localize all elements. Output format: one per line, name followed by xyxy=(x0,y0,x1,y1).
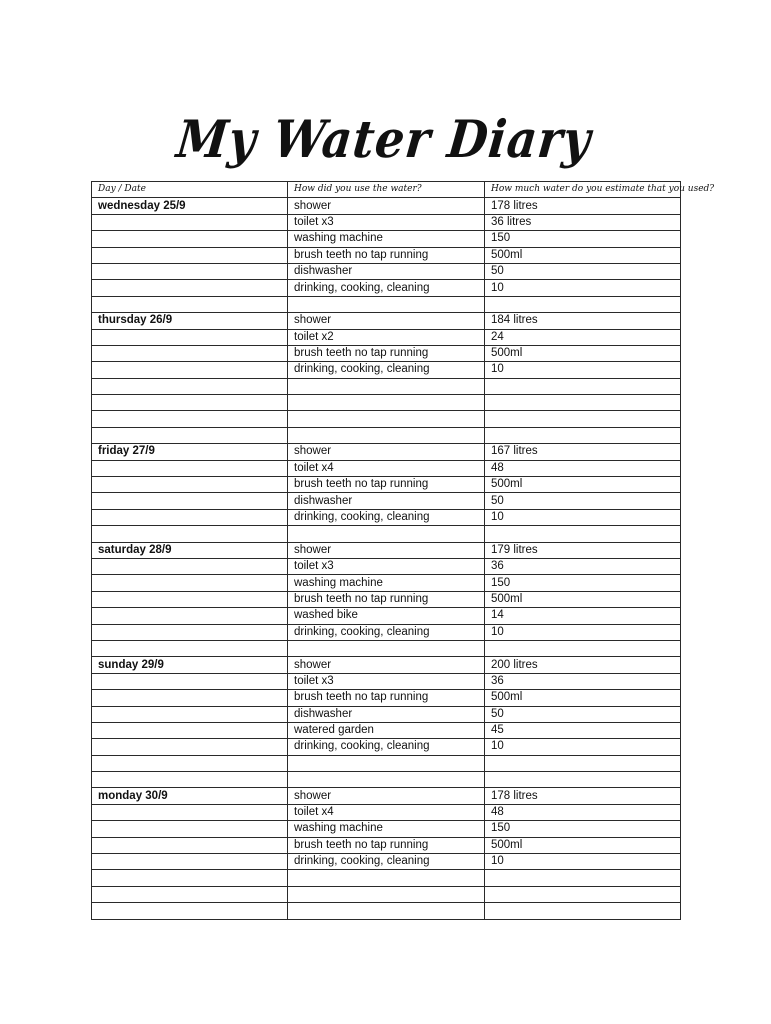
cell-amount: 184 litres xyxy=(485,313,681,329)
cell-amount: 500ml xyxy=(485,345,681,361)
cell-amount xyxy=(485,870,681,886)
cell-usage: toilet x3 xyxy=(288,558,485,574)
cell-day-date xyxy=(92,296,288,312)
header-amount: How much water do you estimate that you used? xyxy=(485,182,681,198)
table-row xyxy=(92,608,681,624)
page-title: My Water Diary xyxy=(173,108,595,170)
table-row xyxy=(92,280,681,296)
table-row xyxy=(92,837,681,853)
table-row xyxy=(92,526,681,542)
cell-amount: 50 xyxy=(485,706,681,722)
cell-day-date xyxy=(92,608,288,624)
cell-day-date xyxy=(92,591,288,607)
cell-day-date xyxy=(92,854,288,870)
cell-usage: brush teeth no tap running xyxy=(288,837,485,853)
cell-usage xyxy=(288,640,485,656)
cell-day-date xyxy=(92,509,288,525)
table-row xyxy=(92,313,681,329)
table-row xyxy=(92,722,681,738)
header-usage: How did you use the water? xyxy=(288,182,485,198)
cell-amount: 150 xyxy=(485,231,681,247)
table-row xyxy=(92,214,681,230)
cell-day-date: monday 30/9 xyxy=(92,788,288,804)
cell-amount: 500ml xyxy=(485,837,681,853)
cell-amount: 36 xyxy=(485,673,681,689)
cell-day-date xyxy=(92,280,288,296)
cell-usage xyxy=(288,427,485,443)
table-row xyxy=(92,362,681,378)
cell-amount: 500ml xyxy=(485,591,681,607)
cell-usage: washing machine xyxy=(288,575,485,591)
cell-day-date xyxy=(92,345,288,361)
cell-amount: 150 xyxy=(485,821,681,837)
cell-amount: 179 litres xyxy=(485,542,681,558)
table-row xyxy=(92,690,681,706)
cell-amount xyxy=(485,755,681,771)
cell-day-date xyxy=(92,477,288,493)
table-row xyxy=(92,477,681,493)
cell-day-date xyxy=(92,395,288,411)
cell-usage: drinking, cooking, cleaning xyxy=(288,280,485,296)
cell-day-date xyxy=(92,673,288,689)
table-row xyxy=(92,378,681,394)
cell-usage: toilet x4 xyxy=(288,804,485,820)
table-row xyxy=(92,657,681,673)
cell-usage: washing machine xyxy=(288,231,485,247)
cell-day-date xyxy=(92,690,288,706)
cell-amount: 10 xyxy=(485,362,681,378)
cell-day-date: thursday 26/9 xyxy=(92,313,288,329)
cell-usage xyxy=(288,378,485,394)
table-row xyxy=(92,903,681,919)
cell-usage: shower xyxy=(288,657,485,673)
cell-day-date xyxy=(92,558,288,574)
table-row xyxy=(92,395,681,411)
cell-day-date xyxy=(92,214,288,230)
table-row xyxy=(92,821,681,837)
cell-day-date xyxy=(92,231,288,247)
cell-usage xyxy=(288,903,485,919)
cell-amount xyxy=(485,378,681,394)
table-row xyxy=(92,755,681,771)
cell-day-date xyxy=(92,903,288,919)
cell-day-date xyxy=(92,247,288,263)
cell-amount: 48 xyxy=(485,804,681,820)
table-row xyxy=(92,788,681,804)
cell-amount: 10 xyxy=(485,509,681,525)
cell-usage: dishwasher xyxy=(288,493,485,509)
cell-day-date xyxy=(92,575,288,591)
cell-amount: 500ml xyxy=(485,247,681,263)
cell-usage: toilet x2 xyxy=(288,329,485,345)
table-row xyxy=(92,460,681,476)
cell-usage: toilet x4 xyxy=(288,460,485,476)
cell-usage: toilet x3 xyxy=(288,673,485,689)
cell-usage: shower xyxy=(288,313,485,329)
cell-day-date xyxy=(92,804,288,820)
cell-usage xyxy=(288,395,485,411)
table-row xyxy=(92,231,681,247)
cell-amount xyxy=(485,395,681,411)
cell-usage xyxy=(288,772,485,788)
table-row xyxy=(92,673,681,689)
cell-usage: dishwasher xyxy=(288,706,485,722)
cell-usage: brush teeth no tap running xyxy=(288,247,485,263)
cell-day-date xyxy=(92,821,288,837)
table-row xyxy=(92,542,681,558)
table-row xyxy=(92,427,681,443)
cell-usage: shower xyxy=(288,542,485,558)
cell-day-date xyxy=(92,493,288,509)
table-row xyxy=(92,706,681,722)
cell-usage: brush teeth no tap running xyxy=(288,591,485,607)
cell-usage xyxy=(288,296,485,312)
cell-day-date xyxy=(92,362,288,378)
cell-day-date xyxy=(92,329,288,345)
cell-amount: 50 xyxy=(485,263,681,279)
table-row xyxy=(92,739,681,755)
cell-usage: drinking, cooking, cleaning xyxy=(288,739,485,755)
table-row xyxy=(92,296,681,312)
cell-amount xyxy=(485,411,681,427)
cell-day-date: friday 27/9 xyxy=(92,444,288,460)
cell-day-date xyxy=(92,870,288,886)
cell-usage: shower xyxy=(288,444,485,460)
table-row xyxy=(92,772,681,788)
cell-amount: 10 xyxy=(485,624,681,640)
table-row xyxy=(92,198,681,214)
cell-amount: 45 xyxy=(485,722,681,738)
cell-usage xyxy=(288,886,485,902)
table-row xyxy=(92,591,681,607)
cell-day-date: sunday 29/9 xyxy=(92,657,288,673)
cell-amount xyxy=(485,526,681,542)
cell-day-date xyxy=(92,640,288,656)
cell-day-date xyxy=(92,739,288,755)
table-row xyxy=(92,575,681,591)
table-row xyxy=(92,329,681,345)
cell-usage: brush teeth no tap running xyxy=(288,345,485,361)
cell-day-date xyxy=(92,427,288,443)
cell-amount: 178 litres xyxy=(485,788,681,804)
cell-day-date xyxy=(92,526,288,542)
table-body xyxy=(92,198,681,919)
cell-usage: shower xyxy=(288,198,485,214)
cell-amount xyxy=(485,903,681,919)
cell-usage xyxy=(288,526,485,542)
table-row xyxy=(92,558,681,574)
table-header-row xyxy=(92,182,681,198)
cell-usage: shower xyxy=(288,788,485,804)
cell-amount: 48 xyxy=(485,460,681,476)
cell-amount xyxy=(485,772,681,788)
cell-amount: 36 xyxy=(485,558,681,574)
cell-amount: 500ml xyxy=(485,690,681,706)
cell-day-date xyxy=(92,837,288,853)
cell-day-date xyxy=(92,411,288,427)
table-row xyxy=(92,624,681,640)
cell-amount: 200 litres xyxy=(485,657,681,673)
table-row xyxy=(92,886,681,902)
table-row xyxy=(92,870,681,886)
cell-amount xyxy=(485,886,681,902)
cell-usage: washed bike xyxy=(288,608,485,624)
cell-day-date xyxy=(92,706,288,722)
header-day-date: Day / Date xyxy=(92,182,288,198)
cell-day-date xyxy=(92,755,288,771)
table-row xyxy=(92,854,681,870)
cell-amount: 50 xyxy=(485,493,681,509)
cell-amount: 24 xyxy=(485,329,681,345)
table-row xyxy=(92,444,681,460)
table-row xyxy=(92,804,681,820)
cell-day-date xyxy=(92,378,288,394)
cell-usage: washing machine xyxy=(288,821,485,837)
cell-amount xyxy=(485,427,681,443)
cell-usage: watered garden xyxy=(288,722,485,738)
cell-day-date xyxy=(92,263,288,279)
cell-day-date xyxy=(92,722,288,738)
cell-usage: drinking, cooking, cleaning xyxy=(288,509,485,525)
cell-amount: 10 xyxy=(485,280,681,296)
table-row xyxy=(92,493,681,509)
cell-amount: 500ml xyxy=(485,477,681,493)
cell-amount xyxy=(485,296,681,312)
table-row xyxy=(92,345,681,361)
cell-day-date xyxy=(92,772,288,788)
cell-usage xyxy=(288,755,485,771)
cell-amount: 150 xyxy=(485,575,681,591)
cell-day-date: wednesday 25/9 xyxy=(92,198,288,214)
cell-usage: toilet x3 xyxy=(288,214,485,230)
cell-usage: drinking, cooking, cleaning xyxy=(288,624,485,640)
cell-usage: drinking, cooking, cleaning xyxy=(288,362,485,378)
cell-amount: 10 xyxy=(485,854,681,870)
table-row xyxy=(92,411,681,427)
cell-day-date xyxy=(92,460,288,476)
cell-day-date xyxy=(92,886,288,902)
cell-amount xyxy=(485,640,681,656)
cell-amount: 14 xyxy=(485,608,681,624)
cell-usage xyxy=(288,411,485,427)
cell-usage: drinking, cooking, cleaning xyxy=(288,854,485,870)
cell-day-date xyxy=(92,624,288,640)
table-row xyxy=(92,640,681,656)
table-row xyxy=(92,247,681,263)
water-diary-table xyxy=(91,181,715,920)
cell-amount: 167 litres xyxy=(485,444,681,460)
cell-usage: brush teeth no tap running xyxy=(288,690,485,706)
table-row xyxy=(92,509,681,525)
cell-usage: dishwasher xyxy=(288,263,485,279)
cell-usage: brush teeth no tap running xyxy=(288,477,485,493)
cell-day-date: saturday 28/9 xyxy=(92,542,288,558)
cell-amount: 178 litres xyxy=(485,198,681,214)
cell-amount: 10 xyxy=(485,739,681,755)
cell-usage xyxy=(288,870,485,886)
cell-amount: 36 litres xyxy=(485,214,681,230)
table-row xyxy=(92,263,681,279)
